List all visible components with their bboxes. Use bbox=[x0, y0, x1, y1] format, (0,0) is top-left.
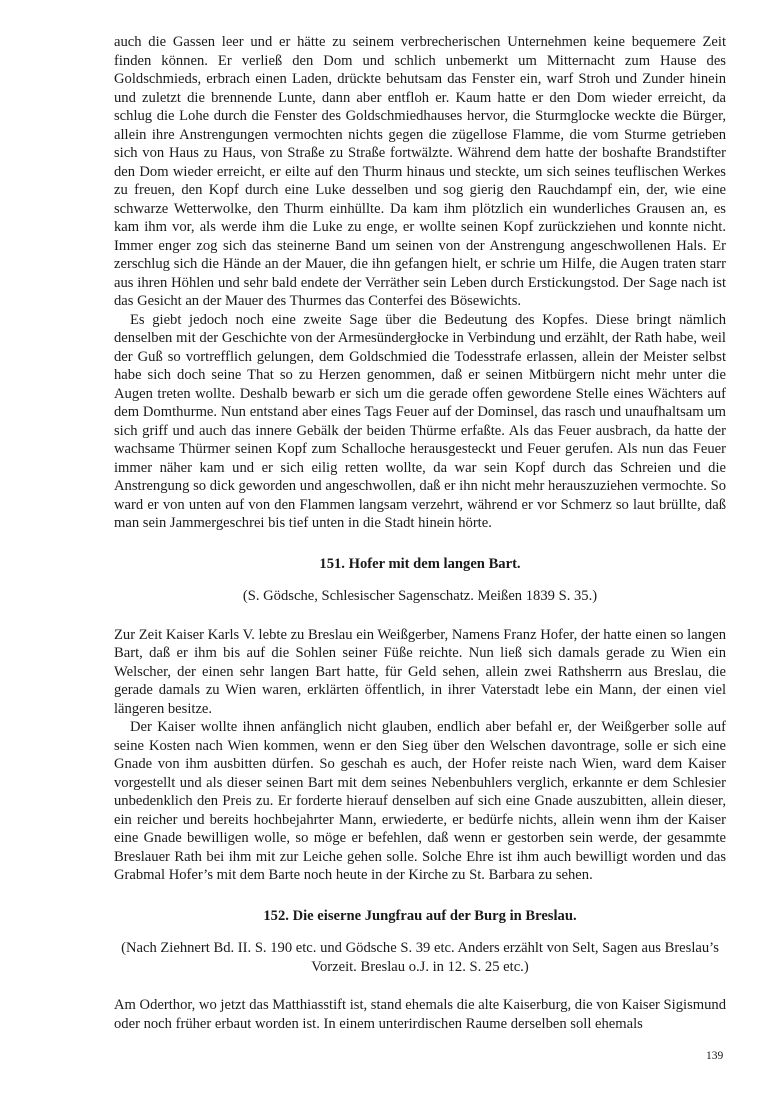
section-152-title: 152. Die eiserne Jungfrau auf der Burg in Breslau. bbox=[263, 907, 577, 924]
section-151-paragraph-1: Zur Zeit Kaiser Karls V. lebte zu Breslau ein Weißgerber, Namens Franz Hofer, der hatte einen so langen Bart, daß er ihm bis auf die Sohlen seiner Füße reichte. Nun ließ sich damals gerade zu Wien ein Welscher, der einen sehr langen Bart hatte, für Geld sehen, allein zwei Rathsherrn aus Breslau, die gerade damals zu Wien waren, erklärten öffentlich, in ihrer Vaterstadt lebe ein Mann, der einen viel längeren besitze. bbox=[114, 626, 727, 717]
page-content bbox=[114, 33, 726, 1033]
section-151-title: 151. Hofer mit dem langen Bart. bbox=[319, 555, 521, 572]
paragraph-top-1: auch die Gassen leer und er hätte zu seinem verbrecherischen Unternehmen keine bequemere Zeit finden können. Er verließ den Dom und schlich unbemerkt um Mitternacht zum Hause des Goldschmieds, erbrach einen Laden, drückte behutsam das Fenster ein, warf Stroh und Zunder hinein und zuletzt die brennende Lunte, dann aber entfloh er. Kaum hatte er den Dom wieder erreicht, da schlug die Lohe durch die Fenster des Goldschmiedhauses hervor, die Sturmglocke weckte die Bürger, allein ihre Anstrengungen vermochten nichts gegen die zügellose Flamme, die vom Sturme getrieben sich von Haus zu Haus, von Straße zu Straße fortwälzte. Während dem hatte der boshafte Brandstifter den Dom wieder erreicht, er eilte auf den Thurm hinaus und steckte, um sich seines teuflischen Werkes zu freuen, den Kopf durch eine Luke desselben und sog gierig den Rauchdampf ein, der, wie eine schwarze Wetterwolke, den Thurm einhüllte. Da kam ihm plötzlich ein wunderliches Grausen an, es kam ihm vor, als werde ihm die Luke zu enge, er wollte seinen Kopf zurückziehen und konnte nicht. Immer enger zog sich das steinerne Band um seinen von der Anstrengung angeschwollenen Hals. Er zerschlug sich die Hände an der Mauer, die ihn gefangen hielt, er schrie um Hilfe, die Augen traten starr aus ihren Höhlen und sehr bald endete der Verräther sein Leben durch Erstickungstod. Der Sage nach ist das Gesicht an der Mauer des Thurmes das Conterfei des Bösewichts. bbox=[114, 34, 726, 309]
page-number: 139 bbox=[706, 1050, 724, 1062]
paragraph-top-2: Es giebt jedoch noch eine zweite Sage über die Bedeutung des Kopfes. Diese bringt nämlich denselben mit der Geschichte von der Armesündergłocke in Verbindung und erzählt, der Rath habe, weil der Guß so vortrefflich gelungen, dem Goldschmied die Todesstrafe erlassen, allein der Meister selbst habe sich doch seine That so zu Herzen genommen, daß er seinen Mitbürgern nicht mehr unter die Augen treten wollte. Deshalb bewarb er sich um die gerade offen gewordene Stelle eines Wächters auf dem Domthurme. Nun entstand aber eines Tags Feuer auf der Dominsel, das rasch und unaufhaltsam um sich griff und auch das innere Gebälk der beiden Thürme erfaßte. Als das Feuer ausbrach, da hatte der wachsame Thürmer seinen Kopf zum Schalloche herausgesteckt und Feuer gerufen. Als nun das Feuer immer näher kam und er sich eilig retten wollte, da war sein Kopf durch das Schreien und die Anstrengung so dick geworden und angeschwollen, daß er ihn nicht mehr herauszuziehen vermochte. So ward er von unten auf von den Flammen langsam verzehrt, während er vor Schmerz so laut brüllte, daß man sein Jammergeschrei bis tief unten in die Stadt hinein hörte. bbox=[114, 311, 726, 531]
section-152-paragraph-1: Am Oderthor, wo jetzt das Matthiasstift ist, stand ehemals die alte Kaiserburg, die von Kaiser Sigismund oder noch früher erbaut worden ist. In einem unterirdischen Raume derselben soll ehemals bbox=[114, 997, 726, 1032]
section-151-paragraph-2: Der Kaiser wollte ihnen anfänglich nicht glauben, endlich aber befahl er, der Weißgerber solle auf seine Kosten nach Wien kommen, wenn er den Sieg über den Welschen davontrage, solle er sich eine Gnade von ihm ausbitten dürfen. So geschah es auch, der Hofer reiste nach Wien, ward dem Kaiser vorgestellt und als dieser seinen Bart mit dem seines Nebenbuhlers verglich, erkannte er dem Schlesier unbedenklich den Preis zu. Er forderte hierauf denselben auf sich eine Gnade auszubitten, allein dieser, ein reicher und bereits hochbejahrter Mann, erwiederte, er bedürfe nichts, allein wenn ihm der Kaiser eine Gnade bewilligen wolle, so möge er befehlen, daß wenn er gestorben sein werde, der gesammte Breslauer Rath bei ihm mit zur Leiche gehen solle. Solche Ehre ist ihm auch bewilligt worden und das Grabmal Hofer’s mit dem Barte noch heute in der Kirche zu St. Barbara zu sehen. bbox=[114, 719, 726, 883]
section-151-source: (S. Gödsche, Schlesischer Sagenschatz. Meißen 1839 S. 35.) bbox=[242, 588, 598, 604]
section-152-source: (Nach Ziehnert Bd. II. S. 190 etc. und Gödsche S. 39 etc. Anders erzählt von Selt, Sagen aus Breslau’s Vorzeit. Breslau o.J. in 12. S. 25 etc.) bbox=[121, 940, 719, 975]
